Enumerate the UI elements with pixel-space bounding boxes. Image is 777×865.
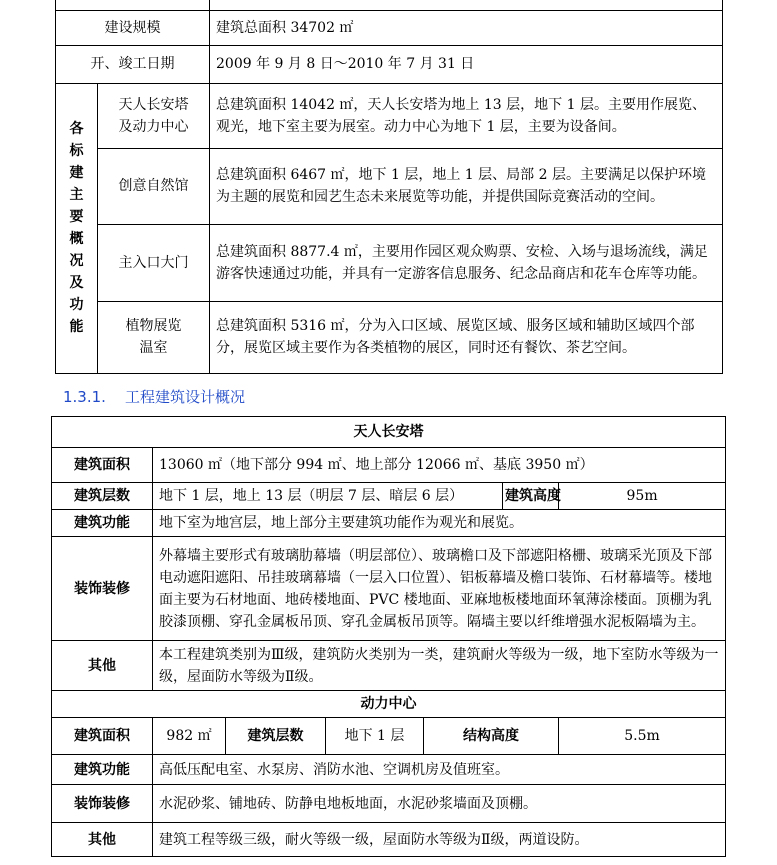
function-value: 地下室为地宫层，地上部分主要建筑功能作为观光和展览。 xyxy=(153,510,726,537)
height-value: 5.5m xyxy=(559,718,726,755)
scale-value: 建筑总面积 34702 ㎡ xyxy=(210,10,723,45)
decor-value: 水泥砂浆、铺地砖、防静电地板地面，水泥砂浆墙面及顶棚。 xyxy=(153,785,726,823)
height-label: 建筑高度 xyxy=(503,483,559,510)
function-label: 建筑功能 xyxy=(52,755,153,785)
dates-label: 开、竣工日期 xyxy=(56,45,210,83)
power-title: 动力中心 xyxy=(52,691,726,718)
building-desc: 总建筑面积 8877.4 ㎡，主要用作园区观众购票、安检、入场与退场流线，满足游客快速通过功能，并具有一定游客信息服务、纪念品商店和花车仓库等功能。 xyxy=(210,224,723,301)
decor-value: 外幕墙主要形式有玻璃肋幕墙（明层部位）、玻璃檐口及下部遮阳格栅、玻璃采光顶及下部电动遮阳遮阳、吊挂玻璃幕墙（一层入口位置）、铝板幕墙及檐口装饰、石材幕墙等。楼地面主要为石材地面、地砖楼地面、PVC 楼地面、亚麻地板楼地面环氧薄涂楼面。顶棚为乳胶漆顶棚、穿孔金属板吊顶、穿孔金属板吊顶等。隔墙主要以纤维增强水泥板隔墙为主。 xyxy=(153,537,726,641)
section-title: 工程建筑设计概况 xyxy=(125,388,246,406)
tower-title: 天人长安塔 xyxy=(52,417,726,448)
power-title-row xyxy=(52,691,726,718)
decor-label: 装饰装修 xyxy=(52,785,153,823)
scale-label: 建设规模 xyxy=(56,10,210,45)
section-heading xyxy=(63,386,245,407)
building-name: 天人长安塔 及动力中心 xyxy=(98,83,210,148)
function-label: 建筑功能 xyxy=(52,510,153,537)
overview-top-row xyxy=(56,0,723,10)
building-desc: 总建筑面积 14042 ㎡，天人长安塔为地上 13 层，地下 1 层。主要用作展览、观光，地下室主要为展室。动力中心为地下 1 层，主要为设备间。 xyxy=(210,83,723,148)
dates-value: 2009 年 9 月 8 日～2010 年 7 月 31 日 xyxy=(210,45,723,83)
tower-title-row xyxy=(52,417,726,448)
group-label: 各 标 建 主 要 概 况 及 功 能 xyxy=(56,83,98,373)
tower-function-row xyxy=(52,510,726,537)
other-label: 其他 xyxy=(52,823,153,857)
tower-floors-row xyxy=(52,483,726,510)
floors-label: 建筑层数 xyxy=(52,483,153,510)
area-value: 982 ㎡ xyxy=(153,718,226,755)
power-decor-row xyxy=(52,785,726,823)
area-value: 13060 ㎡（地下部分 994 ㎡、地上部分 12066 ㎡、基底 3950 ㎡） xyxy=(153,448,726,483)
height-value: 95m xyxy=(559,483,726,510)
building-name: 植物展览 温室 xyxy=(98,301,210,373)
power-function-row xyxy=(52,755,726,785)
building-desc: 总建筑面积 6467 ㎡，地下 1 层，地上 1 层、局部 2 层。主要满足以保护环境为主题的展览和园艺生态未来展览等功能，并提供国际竞赛活动的空间。 xyxy=(210,148,723,224)
other-value: 建筑工程等级三级，耐火等级一级，屋面防水等级为Ⅱ级，两道设防。 xyxy=(153,823,726,857)
section-number: 1.3.1. xyxy=(63,388,106,406)
area-label: 建筑面积 xyxy=(52,718,153,755)
tower-other-row xyxy=(52,641,726,691)
floors-label: 建筑层数 xyxy=(226,718,326,755)
design-table xyxy=(51,416,726,857)
function-value: 高低压配电室、水泵房、消防水池、空调机房及值班室。 xyxy=(153,755,726,785)
scale-row xyxy=(56,10,723,45)
area-label: 建筑面积 xyxy=(52,448,153,483)
overview-table xyxy=(55,0,723,374)
building-name: 创意自然馆 xyxy=(98,148,210,224)
other-label: 其他 xyxy=(52,641,153,691)
floors-value: 地下 1 层，地上 13 层（明层 7 层、暗层 6 层） xyxy=(153,483,503,510)
power-other-row xyxy=(52,823,726,857)
dates-row xyxy=(56,45,723,83)
height-label: 结构高度 xyxy=(424,718,559,755)
floors-value: 地下 1 层 xyxy=(326,718,424,755)
building-desc: 总建筑面积 5316 ㎡，分为入口区域、展览区域、服务区域和辅助区域四个部分，展览区域主要作为各类植物的展区，同时还有餐饮、茶艺空间。 xyxy=(210,301,723,373)
tower-decor-row xyxy=(52,537,726,641)
building-row-2 xyxy=(56,148,723,224)
decor-label: 装饰装修 xyxy=(52,537,153,641)
other-value: 本工程建筑类别为Ⅲ级，建筑防火类别为一类，建筑耐火等级为一级，地下室防水等级为一级，屋面防水等级为Ⅱ级。 xyxy=(153,641,726,691)
building-row-4 xyxy=(56,301,723,373)
building-name: 主入口大门 xyxy=(98,224,210,301)
building-row-1 xyxy=(56,83,723,148)
building-row-3 xyxy=(56,224,723,301)
tower-area-row xyxy=(52,448,726,483)
power-area-row xyxy=(52,718,726,755)
